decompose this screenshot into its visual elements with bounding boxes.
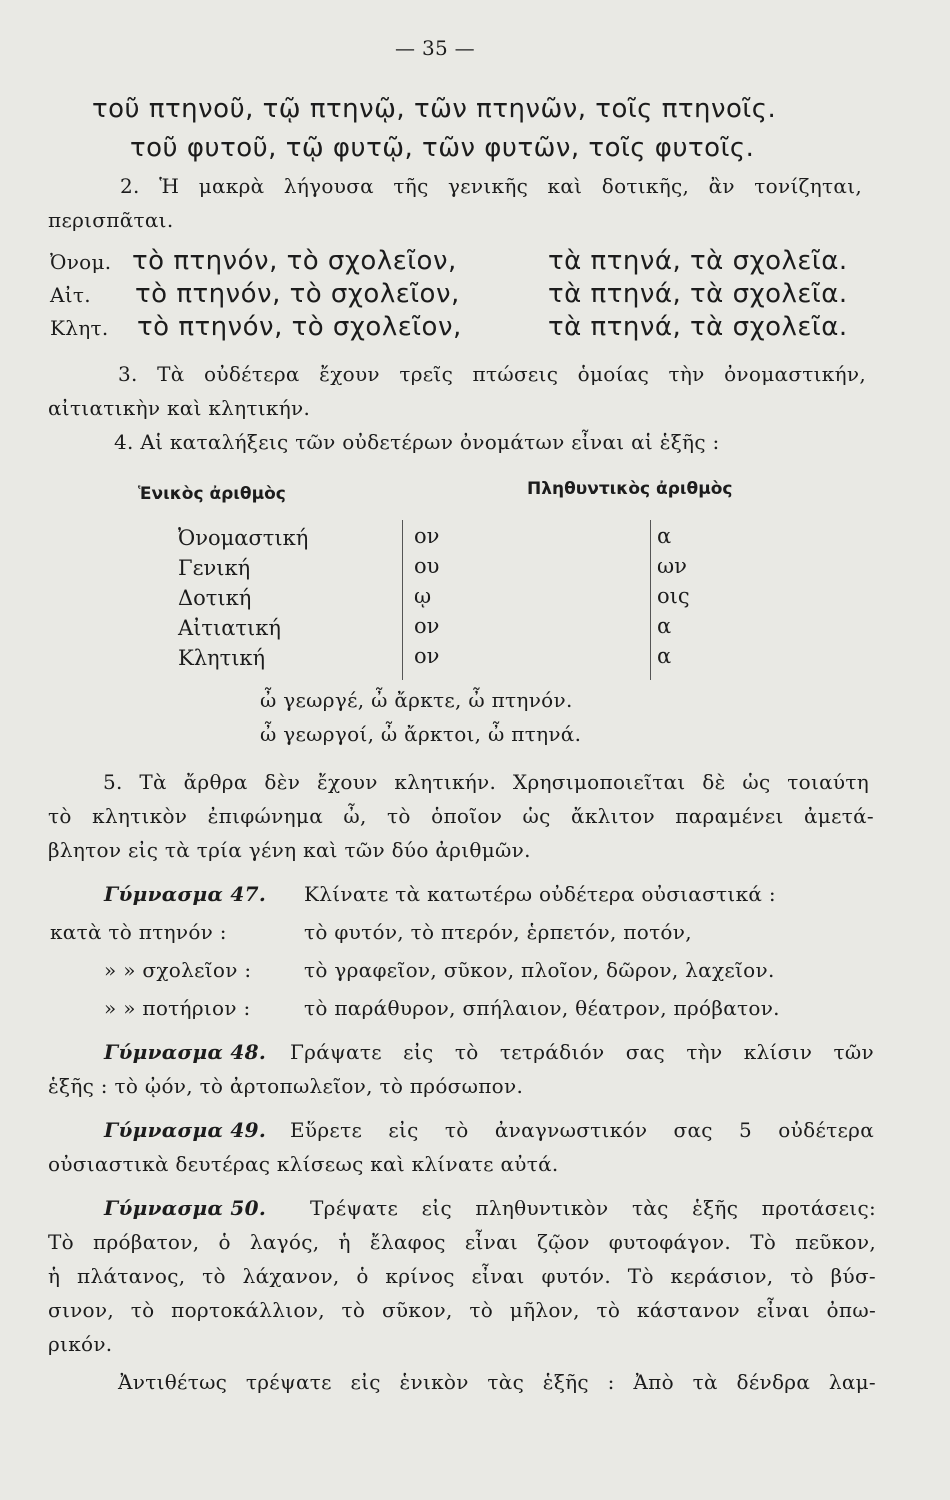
endings-plural: α — [657, 524, 672, 548]
vocative-plural-line: ὦ γεωργοί, ὦ ἄρκτοι, ὦ πτηνά. — [260, 722, 582, 746]
paragraph-5-line-1: 5. Τὰ ἄρθρα δὲν ἔχουν κλητικήν. Χρησιμοποιεῖται δὲ ὡς τοιαύτη — [103, 770, 869, 794]
last-line: Ἀντιθέτως τρέψατε εἰς ἑνικὸν τὰς ἑξῆς : Ἀπὸ τὰ δένδρα λαμ- — [118, 1370, 876, 1394]
exercise-48-line-1: Γράψατε εἰς τὸ τετράδιόν σας τὴν κλίσιν τῶν — [290, 1040, 874, 1064]
declension-line-phyton: τοῦ φυτοῦ, τῷ φυτῷ, τῶν φυτῶν, τοῖς φυτοῖς. — [130, 133, 755, 163]
exercise-47-text: Κλίνατε τὰ κατωτέρω οὐδέτερα οὐσιαστικά : — [304, 882, 776, 906]
endings-case: Αἰτιατική — [178, 616, 281, 640]
declension-line-ptenon: τοῦ πτηνοῦ, τῷ πτηνῷ, τῶν πτηνῶν, τοῖς πτηνοῖς. — [92, 94, 777, 124]
exercise-50-line-3: ἡ πλάτανος, τὸ λάχανον, ὁ κρίνος εἶναι φυτόν. Τὸ κεράσιον, τὸ βύσ- — [48, 1264, 876, 1288]
exercise-50-line-1: Τρέψατε εἰς πληθυντικὸν τὰς ἑξῆς προτάσεις: — [310, 1196, 876, 1220]
endings-plural: ων — [657, 554, 687, 578]
endings-plural: οις — [657, 584, 690, 608]
exercise-47-words: τὸ φυτόν, τὸ πτερόν, ἑρπετόν, ποτόν, — [304, 920, 692, 944]
endings-case: Γενική — [178, 556, 251, 580]
endings-singular: ον — [414, 524, 440, 548]
exercise-50-line-5: ρικόν. — [48, 1332, 113, 1356]
exercise-49-line-1: Εὕρετε εἰς τὸ ἀναγνωστικόν σας 5 οὐδέτερα — [290, 1118, 874, 1142]
paragraph-3-line-2: αἰτιατικὴν καὶ κλητικήν. — [48, 396, 311, 420]
exercise-47-words: τὸ παράθυρον, σπήλαιον, θέατρον, πρόβατον. — [304, 996, 780, 1020]
decl-singular: τὸ πτηνόν, τὸ σχολεῖον, — [135, 279, 460, 309]
endings-header-plural: Πληθυντικὸς ἀριθμὸς — [527, 479, 733, 499]
endings-case: Δοτική — [178, 586, 252, 610]
paragraph-5-line-3: βλητον εἰς τὰ τρία γένη καὶ τῶν δύο ἀριθμῶν. — [48, 838, 531, 862]
exercise-50-line-2: Τὸ πρόβατον, ὁ λαγός, ἡ ἔλαφος εἶναι ζῷον φυτοφάγον. Τὸ πεῦκον, — [48, 1230, 876, 1254]
exercise-47-label: Γύμνασμα 47. — [104, 882, 267, 906]
exercise-47-model: κατὰ τὸ πτηνόν : — [50, 920, 227, 944]
endings-singular: ου — [414, 554, 440, 578]
paragraph-3-line-1: 3. Τὰ οὐδέτερα ἔχουν τρεῖς πτώσεις ὁμοίας τὴν ὀνομαστικήν, — [118, 362, 866, 386]
endings-plural: α — [657, 644, 672, 668]
endings-column-divider — [402, 520, 403, 680]
exercise-47-model: » » σχολεῖον : — [104, 958, 252, 982]
exercise-48-label: Γύμνασμα 48. — [104, 1040, 267, 1064]
exercise-48-line-2: ἑξῆς : τὸ ᾠόν, τὸ ἀρτοπωλεῖον, τὸ πρόσωπον. — [48, 1074, 524, 1098]
endings-case: Κλητική — [178, 646, 266, 670]
endings-header-singular: Ἑνικὸς ἀριθμὸς — [138, 484, 286, 504]
exercise-47-words: τὸ γραφεῖον, σῦκον, πλοῖον, δῶρον, λαχεῖον. — [304, 958, 775, 982]
exercise-50-label: Γύμνασμα 50. — [104, 1196, 267, 1220]
page-number: — 35 — — [395, 36, 475, 60]
decl-case-label: Ὀνομ. — [50, 250, 112, 274]
vocative-singular-line: ὦ γεωργέ, ὦ ἄρκτε, ὦ πτηνόν. — [260, 688, 573, 712]
endings-plural: α — [657, 614, 672, 638]
endings-column-divider — [650, 520, 651, 680]
endings-singular: ον — [414, 614, 440, 638]
decl-singular: τὸ πτηνόν, τὸ σχολεῖον, — [132, 246, 457, 276]
decl-plural: τὰ πτηνά, τὰ σχολεῖα. — [548, 246, 848, 276]
exercise-50-line-4: σινον, τὸ πορτοκάλλιον, τὸ σῦκον, τὸ μῆλον, τὸ κάστανον εἶναι ὀπω- — [48, 1298, 876, 1322]
exercise-49-label: Γύμνασμα 49. — [104, 1118, 267, 1142]
paragraph-5-line-2: τὸ κλητικὸν ἐπιφώνημα ὦ, τὸ ὁποῖον ὡς ἄκλιτον παραμένει ἀμετά- — [48, 804, 874, 828]
paragraph-4: 4. Αἱ καταλήξεις τῶν οὐδετέρων ὀνομάτων εἶναι αἱ ἑξῆς : — [114, 430, 720, 454]
endings-case: Ὀνομαστική — [178, 526, 309, 550]
decl-case-label: Αἰτ. — [50, 283, 91, 307]
paragraph-2-line-1: 2. Ἡ μακρὰ λήγουσα τῆς γενικῆς καὶ δοτικῆς, ἂν τονίζηται, — [120, 174, 862, 198]
endings-singular: ον — [414, 644, 440, 668]
decl-case-label: Κλητ. — [50, 316, 109, 340]
decl-plural: τὰ πτηνά, τὰ σχολεῖα. — [548, 312, 848, 342]
decl-singular: τὸ πτηνόν, τὸ σχολεῖον, — [137, 312, 462, 342]
exercise-47-model: » » ποτήριον : — [104, 996, 251, 1020]
decl-plural: τὰ πτηνά, τὰ σχολεῖα. — [548, 279, 848, 309]
paragraph-2-line-2: περισπᾶται. — [48, 208, 174, 232]
endings-singular: ῳ — [414, 584, 432, 608]
exercise-49-line-2: οὐσιαστικὰ δευτέρας κλίσεως καὶ κλίνατε αὐτά. — [48, 1152, 559, 1176]
